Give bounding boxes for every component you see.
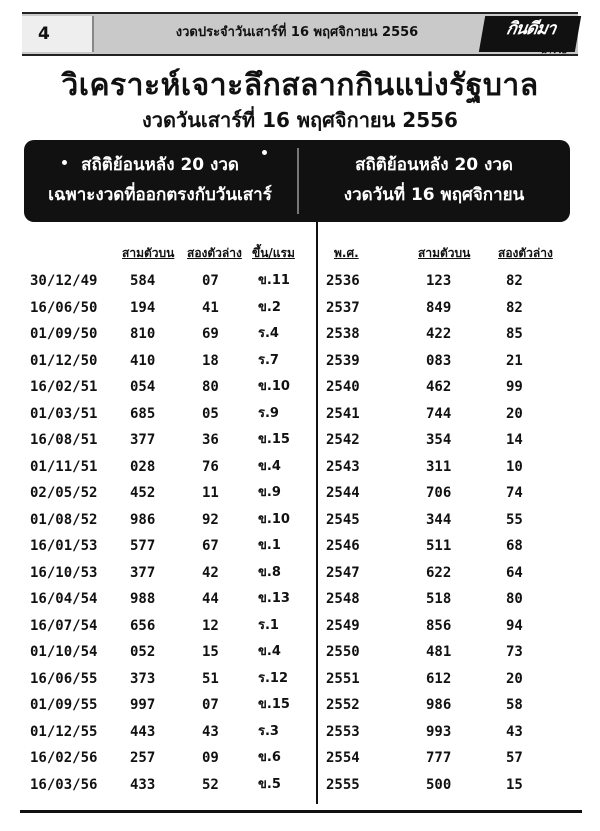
page-title: วิเคราะห์เจาะลึกสลากกินแบ่งรัฐบาล [61, 68, 539, 103]
bottom2-cell: 99 [506, 379, 523, 395]
bottom2-cell: 68 [506, 538, 523, 554]
lunar-cell: ข.4 [258, 458, 281, 474]
top3-cell: 354 [426, 432, 452, 448]
lunar-cell: ข.10 [258, 379, 290, 394]
table-row [30, 719, 314, 746]
right-table-body [326, 268, 576, 798]
top3-cell: 849 [426, 299, 452, 316]
top3-cell: 744 [426, 405, 452, 422]
year-cell: 2544 [326, 485, 360, 501]
table-row [326, 454, 576, 481]
lunar-cell: ข.10 [258, 511, 290, 527]
year-cell: 2543 [326, 458, 360, 475]
top3-cell: 433 [130, 776, 156, 793]
bottom2-cell: 57 [506, 750, 523, 766]
top3-cell: 584 [130, 273, 156, 289]
date-cell: 16/01/53 [30, 538, 98, 554]
left-table-body [30, 268, 314, 798]
date-cell: 02/05/52 [30, 485, 98, 501]
top3-cell: 443 [130, 723, 156, 740]
bottom2-cell: 74 [506, 485, 523, 501]
top3-cell: 452 [130, 485, 156, 501]
bottom2-cell: 05 [202, 405, 219, 422]
bottom2-cell: 73 [506, 644, 523, 660]
top3-cell: 194 [130, 299, 156, 316]
bottom2-cell: 76 [202, 458, 219, 475]
top3-cell: 856 [426, 617, 452, 634]
bottom2-cell: 51 [202, 670, 219, 687]
lunar-cell: ข.2 [258, 299, 281, 315]
bottom2-cell: 58 [506, 697, 523, 713]
page-subtitle: งวดวันเสาร์ที่ 16 พฤศจิกายน 2556 [142, 108, 458, 132]
bottom2-cell: 82 [506, 299, 523, 316]
bottom2-cell: 69 [202, 326, 219, 342]
date-cell: 01/11/51 [30, 458, 98, 475]
table-row [326, 666, 576, 693]
table-row [326, 480, 576, 507]
bottom2-cell: 09 [202, 750, 219, 766]
year-cell: 2542 [326, 432, 360, 448]
bottom2-cell: 41 [202, 299, 219, 316]
table-row [30, 745, 314, 772]
top3-cell: 311 [426, 458, 452, 475]
left-header-top3: สามตัวบน [122, 246, 175, 260]
date-cell: 16/08/51 [30, 432, 98, 448]
table-row [326, 427, 576, 454]
banner-left [24, 150, 296, 210]
right-header-year: พ.ศ. [334, 246, 359, 260]
bottom2-cell: 36 [202, 432, 219, 448]
lunar-cell: ร.12 [258, 670, 289, 686]
date-cell: 16/06/50 [30, 299, 98, 316]
bottom2-cell: 15 [202, 644, 219, 660]
date-cell: 01/08/52 [30, 511, 98, 528]
date-cell: 01/09/50 [30, 326, 98, 342]
lunar-cell: ร.1 [258, 617, 279, 633]
lunar-cell: ร.7 [258, 352, 279, 368]
table-row [30, 586, 314, 613]
top3-cell: 028 [130, 458, 156, 475]
top3-cell: 462 [426, 379, 452, 395]
date-cell: 01/12/50 [30, 352, 98, 369]
year-cell: 2537 [326, 299, 360, 316]
lunar-cell: ข.4 [258, 644, 281, 659]
table-row [326, 507, 576, 534]
date-cell: 01/12/55 [30, 723, 98, 740]
section-banner [24, 140, 570, 222]
bottom2-cell: 15 [506, 776, 523, 793]
bottom2-cell: 80 [506, 591, 523, 607]
date-cell: 16/04/54 [30, 591, 98, 607]
banner-left-line2: เฉพาะงวดที่ออกตรงกับวันเสาร์ [48, 185, 272, 205]
table-row [326, 772, 576, 799]
year-cell: 2546 [326, 538, 360, 554]
bottom2-cell: 80 [202, 379, 219, 395]
table-row [326, 560, 576, 587]
bottom2-cell: 07 [202, 273, 219, 289]
table-row [30, 480, 314, 507]
top3-cell: 481 [426, 644, 452, 660]
left-header-bottom2: สองตัวล่าง [187, 246, 242, 260]
top3-cell: 706 [426, 485, 452, 501]
bottom2-cell: 92 [202, 511, 219, 528]
table-row [30, 268, 314, 295]
table-row [30, 507, 314, 534]
date-cell: 16/06/55 [30, 670, 98, 687]
lunar-cell: ข.11 [258, 273, 290, 288]
year-cell: 2548 [326, 591, 360, 607]
banner-left-line1: สถิติย้อนหลัง 20 งวด [81, 155, 239, 175]
top3-cell: 500 [426, 776, 452, 793]
logo-subtext: นารวย [539, 46, 568, 56]
year-cell: 2555 [326, 776, 360, 793]
top3-cell: 410 [130, 352, 156, 369]
bottom2-cell: 14 [506, 432, 523, 448]
table-row [326, 401, 576, 428]
date-cell: 16/10/53 [30, 564, 98, 581]
top3-cell: 511 [426, 538, 452, 554]
bottom2-cell: 12 [202, 617, 219, 634]
top3-cell: 377 [130, 432, 156, 448]
table-row [30, 560, 314, 587]
bottom2-cell: 43 [506, 723, 523, 740]
logo-text: กินดีมา [504, 19, 558, 39]
top3-cell: 685 [130, 405, 156, 422]
right-header-top3: สามตัวบน [418, 246, 471, 260]
table-row [326, 613, 576, 640]
lunar-cell: ข.15 [258, 432, 290, 447]
bottom2-cell: 20 [506, 670, 523, 687]
banner-right [298, 150, 570, 210]
bottom2-cell: 94 [506, 617, 523, 634]
top3-cell: 377 [130, 564, 156, 581]
bottom2-cell: 07 [202, 697, 219, 713]
table-row [30, 454, 314, 481]
top3-cell: 986 [130, 511, 156, 528]
header-date-line: งวดประจำวันเสาร์ที่ 16 พฤศจิกายน 2556 [175, 25, 419, 40]
date-cell: 16/02/56 [30, 750, 98, 766]
table-row [30, 613, 314, 640]
top3-cell: 083 [426, 352, 452, 369]
bottom2-cell: 43 [202, 723, 219, 740]
year-cell: 2547 [326, 564, 360, 581]
column-divider [316, 222, 318, 804]
top3-cell: 054 [130, 379, 156, 395]
top3-cell: 518 [426, 591, 452, 607]
bottom2-cell: 64 [506, 564, 523, 581]
table-row [326, 295, 576, 322]
year-cell: 2553 [326, 723, 360, 740]
bottom2-cell: 18 [202, 352, 219, 369]
year-cell: 2538 [326, 326, 360, 342]
table-row [30, 348, 314, 375]
bottom2-cell: 42 [202, 564, 219, 581]
year-cell: 2539 [326, 352, 360, 369]
year-cell: 2541 [326, 405, 360, 422]
top3-cell: 986 [426, 697, 452, 713]
table-row [30, 533, 314, 560]
lunar-cell: ข.9 [258, 485, 281, 500]
bottom2-cell: 67 [202, 538, 219, 554]
table-row [30, 666, 314, 693]
year-cell: 2554 [326, 750, 360, 766]
lunar-cell: ข.13 [258, 591, 290, 606]
bottom2-cell: 11 [202, 485, 219, 501]
table-row [326, 321, 576, 348]
bottom2-cell: 44 [202, 591, 219, 607]
top3-cell: 993 [426, 723, 452, 740]
bottom2-cell: 82 [506, 273, 523, 289]
top3-cell: 577 [130, 538, 156, 554]
right-header-bottom2: สองตัวล่าง [498, 246, 553, 260]
table-row [30, 692, 314, 719]
bottom2-cell: 21 [506, 352, 523, 369]
year-cell: 2552 [326, 697, 360, 713]
lunar-cell: ข.5 [258, 776, 281, 792]
date-cell: 16/02/51 [30, 379, 98, 395]
date-cell: 16/03/56 [30, 776, 98, 793]
top3-cell: 373 [130, 670, 156, 687]
table-row [326, 745, 576, 772]
date-cell: 01/10/54 [30, 644, 98, 660]
table-row [30, 374, 314, 401]
top3-cell: 656 [130, 617, 156, 634]
bottom2-cell: 55 [506, 511, 523, 528]
top3-cell: 052 [130, 644, 156, 660]
bottom2-cell: 20 [506, 405, 523, 422]
top3-cell: 777 [426, 750, 452, 766]
table-row [326, 268, 576, 295]
lunar-cell: ข.8 [258, 564, 281, 580]
bottom2-cell: 52 [202, 776, 219, 793]
table-row [326, 719, 576, 746]
date-cell: 16/07/54 [30, 617, 98, 634]
banner-right-line1: สถิติย้อนหลัง 20 งวด [355, 155, 513, 175]
lunar-cell: ข.6 [258, 750, 281, 765]
year-cell: 2550 [326, 644, 360, 660]
header-bar [22, 12, 578, 56]
lunar-cell: ข.15 [258, 697, 290, 712]
lunar-cell: ร.9 [258, 405, 279, 421]
date-cell: 01/03/51 [30, 405, 98, 422]
top3-cell: 988 [130, 591, 156, 607]
top3-cell: 422 [426, 326, 452, 342]
bottom2-cell: 85 [506, 326, 523, 342]
top3-cell: 123 [426, 273, 452, 289]
left-header-lunar: ขึ้น/แรม [252, 246, 295, 260]
year-cell: 2551 [326, 670, 360, 687]
top3-cell: 997 [130, 697, 156, 713]
magazine-logo [479, 16, 581, 56]
lunar-cell: ข.1 [258, 538, 281, 553]
year-cell: 2536 [326, 273, 360, 289]
table-row [326, 586, 576, 613]
table-row [30, 772, 314, 799]
bottom2-cell: 10 [506, 458, 523, 475]
table-row [326, 639, 576, 666]
top3-cell: 612 [426, 670, 452, 687]
lunar-cell: ร.3 [258, 723, 279, 739]
page-number: 4 [22, 16, 94, 52]
table-row [326, 348, 576, 375]
date-cell: 01/09/55 [30, 697, 98, 713]
table-row [30, 321, 314, 348]
year-cell: 2549 [326, 617, 360, 634]
table-row [30, 639, 314, 666]
top3-cell: 257 [130, 750, 156, 766]
year-cell: 2540 [326, 379, 360, 395]
table-row [326, 533, 576, 560]
table-row [30, 427, 314, 454]
banner-right-line2: งวดวันที่ 16 พฤศจิกายน [343, 185, 525, 205]
top3-cell: 344 [426, 511, 452, 528]
top3-cell: 622 [426, 564, 452, 581]
date-cell: 30/12/49 [30, 273, 98, 289]
year-cell: 2545 [326, 511, 360, 528]
table-row [326, 374, 576, 401]
table-row [30, 401, 314, 428]
table-row [30, 295, 314, 322]
lunar-cell: ร.4 [258, 326, 279, 341]
table-row [326, 692, 576, 719]
top3-cell: 810 [130, 326, 156, 342]
